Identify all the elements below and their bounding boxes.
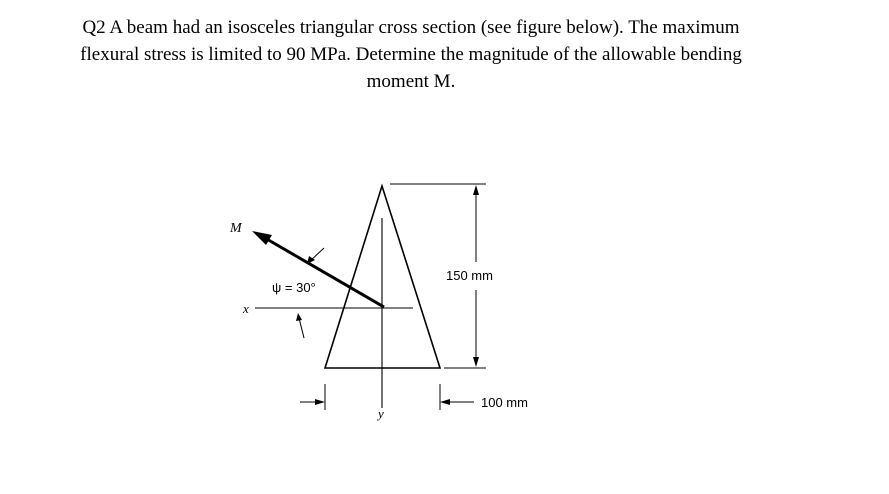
x-axis-label: x — [243, 301, 249, 316]
angle-label: ψ = 30° — [272, 280, 316, 295]
height-arrow-up — [473, 185, 479, 195]
base-arrow-left — [315, 399, 325, 405]
problem-line-3: moment M. — [366, 71, 456, 92]
height-dimension-label: 150 mm — [446, 268, 493, 283]
height-arrow-down — [473, 357, 479, 367]
problem-line-1: Q2 A beam had an isosceles triangular cross section (see figure below). The maximum — [82, 17, 740, 38]
moment-vector-line — [265, 238, 384, 307]
angle-pointer-bottom-line — [299, 318, 304, 338]
base-dimension-label: 100 mm — [481, 395, 528, 410]
problem-line-2: flexural stress is limited to 90 MPa. Determine the magnitude of the allowable bending — [80, 44, 742, 65]
moment-arrowhead — [252, 231, 272, 245]
y-axis-label: y — [378, 406, 384, 421]
base-arrow-right — [440, 399, 450, 405]
moment-label: M — [230, 221, 242, 236]
angle-pointer-bottom-arrow — [296, 313, 302, 321]
